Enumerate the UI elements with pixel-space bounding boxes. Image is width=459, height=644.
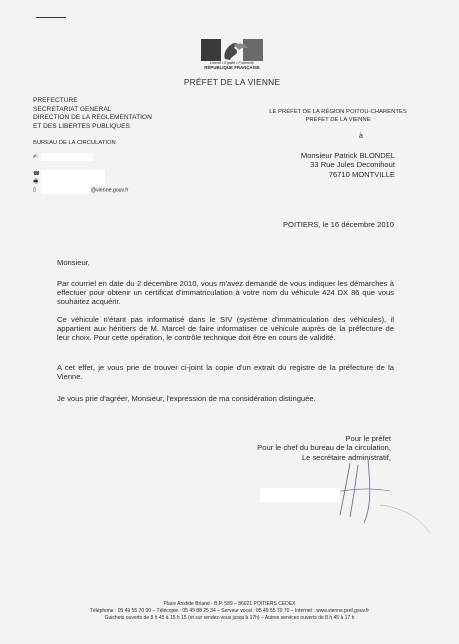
republic-label: RÉPUBLIQUE FRANÇAISE	[204, 65, 260, 70]
footer-address: Place Aristide Briand - B.P. 589 – 86021 POITIERS CEDEX	[163, 601, 296, 607]
prefect-title: PRÉFET DE LA VIENNE	[183, 77, 281, 87]
pen-icon: ✍	[33, 154, 38, 161]
sender-line: ET DES LIBERTES PUBLIQUES	[33, 122, 130, 130]
top-rule	[36, 17, 66, 18]
paragraph-attachment: A cet effet, je vous prie de trouver ci-joint la copie d'un extrait du registre de la préfecture de la Vienne.	[57, 363, 394, 381]
email-icon: ▯	[33, 187, 37, 194]
authority-block	[250, 108, 426, 124]
redacted-box	[41, 186, 89, 194]
sender-block	[33, 97, 152, 131]
sender-line: PREFECTURE	[33, 97, 78, 104]
authority-line: PRÉFET DE LA VIENNE	[305, 117, 371, 123]
redacted-box	[41, 153, 93, 161]
to-label: à	[359, 133, 363, 140]
phone-icon: ☎	[33, 171, 40, 178]
recipient-address	[270, 151, 395, 179]
paragraph-closing: Je vous prie d'agréer, Monsieur, l'expression de ma considération distinguée.	[57, 394, 316, 403]
recipient-street: 33 Rue Jules Deconihout	[310, 160, 395, 170]
letter-date: POITIERS, le 16 décembre 2010	[282, 220, 394, 229]
contact-line-writer	[33, 153, 93, 161]
footer-hours: Guichets ouverts de 8 h 45 à 15 h 15 (et sur rendez-vous jusqu'à 17h) – Autres services ouverts de 8 h 45 à 17 h	[104, 615, 355, 621]
paragraph-request: Par courriel en date du 2 décembre 2010, vous m'avez demandé de vous indiquer les démarches à effectuer pour obtenir un certificat d'immatriculation à votre nom du véhicule 424 DX 86 que vous souhaitez acquérir.	[57, 279, 394, 306]
recipient-city: 76710 MONTVILLE	[328, 169, 395, 179]
recipient-name: Monsieur Patrick BLONDEL	[300, 151, 395, 160]
salutation: Monsieur,	[57, 258, 90, 267]
bureau-label: BUREAU DE LA CIRCULATION	[33, 140, 116, 146]
sender-line: DIRECTION DE LA REGLEMENTATION	[33, 114, 152, 122]
signature-line: Pour le préfet	[345, 434, 391, 443]
sender-line: SECRETARIAT GENERAL	[33, 105, 112, 113]
signature-line: Le secrétaire administratif,	[301, 452, 391, 462]
republic-motto: Liberté • Égalité • Fraternité	[210, 61, 254, 65]
redacted-box	[41, 170, 105, 178]
paragraph-siv: Ce véhicule n'étant pas informatisé dans le SIV (système d'immatriculation des véhicules), il appartient aux héritiers de M. Marcel de faire informatiser ce véhicule auprès de la préfecture de leur choix. Pour cette opération, le contrôle technique doit être en cours de validité.	[57, 315, 394, 342]
email-domain: @vienne.gouv.fr	[90, 187, 129, 194]
authority-line: LE PRÉFET DE LA RÉGION POITOU-CHARENTES	[269, 109, 407, 115]
redacted-box	[41, 178, 105, 186]
signature-line: Pour le chef du bureau de la circulation,	[257, 443, 391, 453]
contact-line-email	[33, 186, 128, 194]
redacted-signatory	[260, 488, 340, 502]
fax-icon: 🖷	[33, 179, 39, 186]
footer-phones: Téléphone : 05 49 55 70 00 – Télécopie : 05 49 88 25 34 – Serveur vocal : 05 49 55 70 70 – Internet : www.vienne.pref.gouv.fr	[89, 608, 370, 614]
